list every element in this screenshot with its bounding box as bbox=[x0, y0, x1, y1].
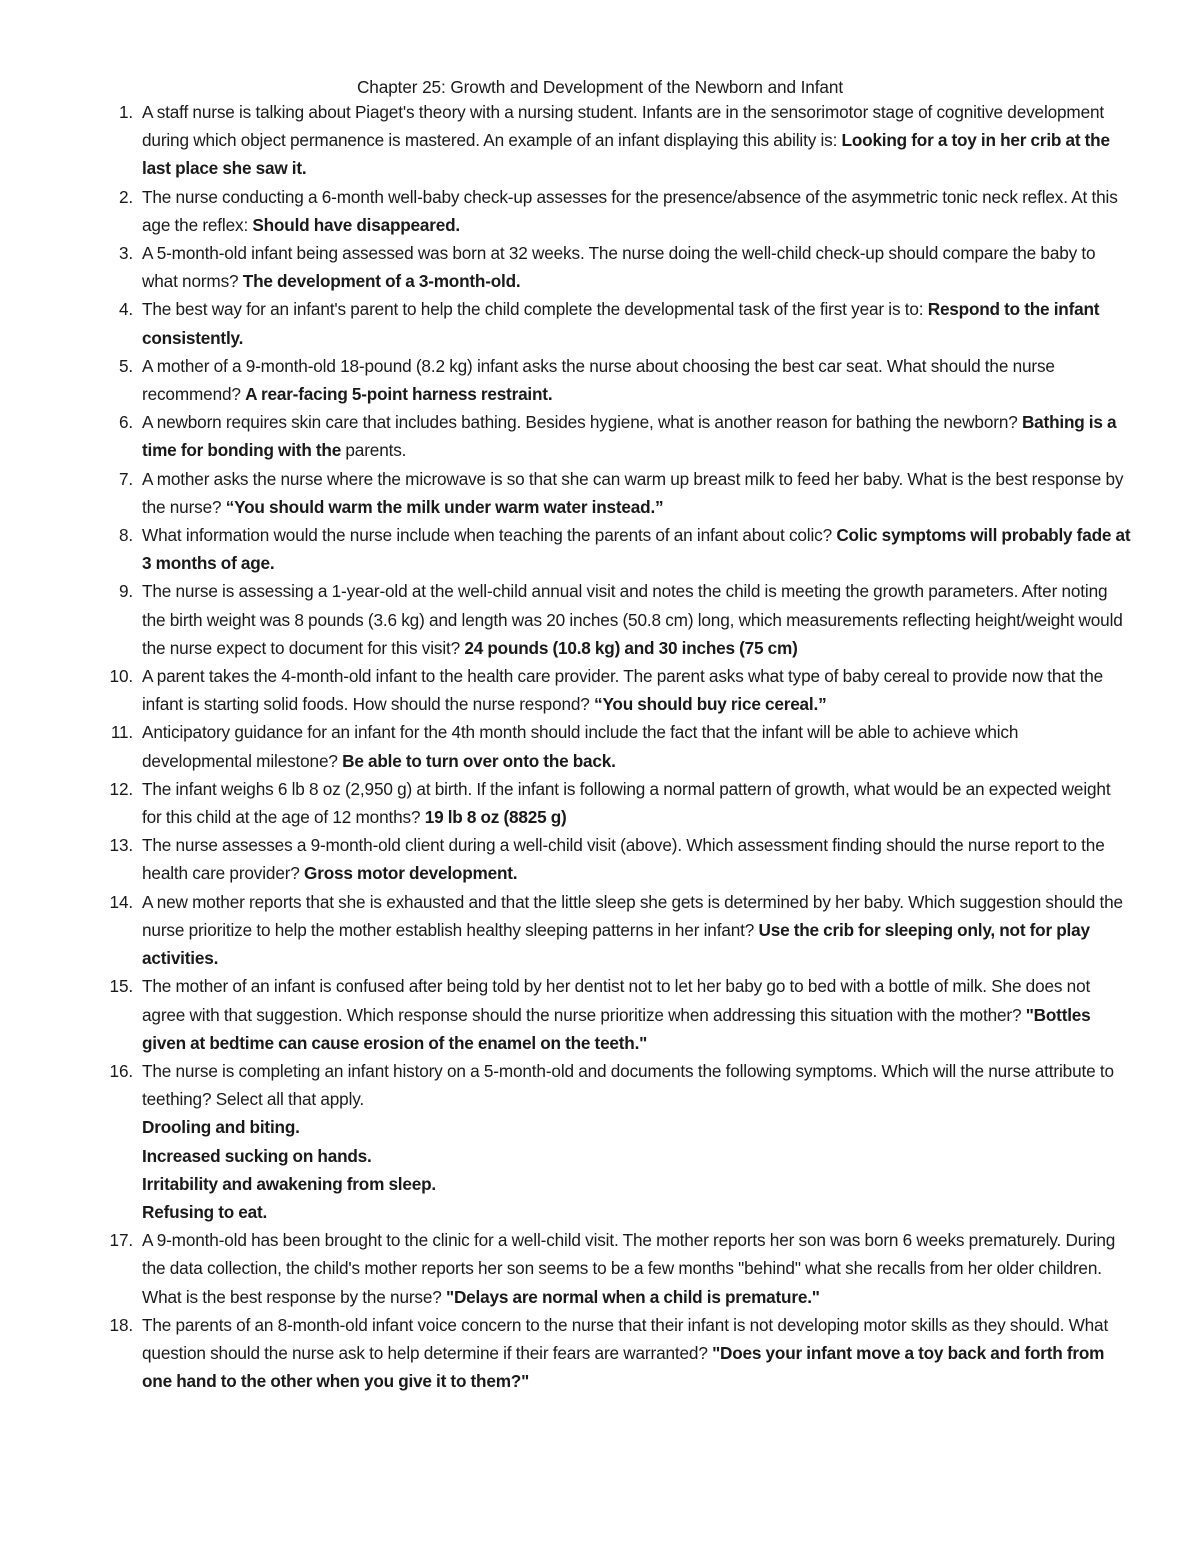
question-text: A new mother reports that she is exhausted and that the little sleep she gets is determined by her baby. Which suggestion should the nurse prioritize to help the mother establish healthy sleeping patterns in her infant? bbox=[142, 891, 1123, 940]
question-item bbox=[118, 521, 1132, 577]
chapter-title: Chapter 25: Growth and Development of the Newborn and Infant bbox=[356, 77, 844, 97]
question-item bbox=[118, 577, 1132, 662]
question-text: The parents of an 8-month-old infant voice concern to the nurse that their infant is not developing motor skills as they should. What question should the nurse ask to help determine if their fears are warranted? bbox=[142, 1314, 1109, 1363]
question-text: The nurse conducting a 6-month well-baby check-up assesses for the presence/absence of the asymmetric tonic neck reflex. At this age the reflex: bbox=[142, 186, 1118, 235]
question-number: 1. bbox=[118, 102, 133, 122]
answer-text: Colic symptoms will probably fade at 3 months of age. bbox=[142, 525, 1131, 574]
question-item bbox=[109, 972, 1132, 1057]
question-number: 14. bbox=[109, 891, 133, 912]
question-text: The nurse assesses a 9-month-old client during a well-child visit (above). Which assessment finding should the nurse report to the health care provider? bbox=[142, 835, 1105, 884]
question-item bbox=[118, 408, 1132, 464]
question-text: Anticipatory guidance for an infant for the 4th month should include the fact that the infant will be able to achieve which developmental milestone? bbox=[142, 722, 1019, 771]
question-item bbox=[109, 1311, 1132, 1396]
question-number: 10. bbox=[109, 666, 133, 687]
question-item bbox=[109, 831, 1132, 887]
question-number: 2. bbox=[118, 186, 133, 207]
question-item bbox=[109, 1057, 1132, 1226]
answer-option: Refusing to eat. bbox=[142, 1201, 268, 1222]
question-item bbox=[118, 465, 1132, 521]
answer-text: 19 lb 8 oz (8825 g) bbox=[424, 807, 567, 828]
question-number: 13. bbox=[109, 835, 133, 856]
question-number: 9. bbox=[118, 581, 133, 602]
question-number: 17. bbox=[109, 1230, 133, 1251]
question-item bbox=[110, 718, 1132, 774]
question-number: 5. bbox=[118, 355, 133, 376]
answer-text: "Delays are normal when a child is premature." bbox=[446, 1286, 820, 1307]
question-text: The nurse is assessing a 1-year-old at the well-child annual visit and notes the child is meeting the growth parameters. After noting the birth weight was 8 pounds (3.6 kg) and length was 20 inches (50.8 cm) long, which measurements reflecting height/weight would the nurse expect to document for this visit? bbox=[142, 581, 1123, 658]
question-item bbox=[118, 98, 1132, 183]
question-item bbox=[109, 775, 1132, 831]
answer-text: 24 pounds (10.8 kg) and 30 inches (75 cm) bbox=[464, 637, 798, 658]
question-number: 12. bbox=[109, 778, 133, 799]
question-text: A 9-month-old has been brought to the clinic for a well-child visit. The mother reports her son was born 6 weeks prematurely. During the data collection, the child's mother reports her son seems to be a few months "behind" what she recalls from her older children. What is the best response by the nurse? bbox=[142, 1230, 1116, 1307]
question-text: The infant weighs 6 lb 8 oz (2,950 g) at birth. If the infant is following a normal pattern of growth, what would be an expected weight for this child at the age of 12 months? bbox=[142, 778, 1111, 828]
question-text: The mother of an infant is confused after being told by her dentist not to let her baby go to bed with a bottle of milk. She does not agree with that suggestion. Which response should the nurse prioritize when addressing this situation with the mother? bbox=[142, 976, 1091, 1025]
answer-text: "Bottles given at bedtime can cause erosion of the enamel on the teeth." bbox=[142, 1004, 1091, 1053]
question-item bbox=[109, 1226, 1132, 1311]
question-text: What information would the nurse include when teaching the parents of an infant about colic? bbox=[142, 525, 837, 546]
answer-tail: parents. bbox=[341, 440, 407, 461]
answer-text: Use the crib for sleeping only, not for play activities. bbox=[142, 919, 1090, 969]
answer-option: Drooling and biting. bbox=[142, 1117, 300, 1138]
answer-text: Be able to turn over onto the back. bbox=[342, 750, 616, 771]
question-item bbox=[118, 295, 1132, 351]
answer-option: Irritability and awakening from sleep. bbox=[142, 1173, 436, 1194]
answer-option: Increased sucking on hands. bbox=[142, 1145, 372, 1166]
question-item bbox=[118, 352, 1132, 408]
question-text: A 5-month-old infant being assessed was born at 32 weeks. The nurse doing the well-child check-up should compare the baby to what norms? bbox=[142, 243, 1096, 292]
question-number: 7. bbox=[118, 468, 133, 489]
answer-text: “You should warm the milk under warm water instead.” bbox=[225, 496, 664, 517]
answer-text: Respond to the infant consistently. bbox=[142, 299, 1100, 348]
question-number: 3. bbox=[118, 243, 133, 264]
question-list bbox=[109, 98, 1132, 1395]
question-number: 11. bbox=[110, 722, 133, 743]
answer-text: Bathing is a time for bonding with the bbox=[142, 412, 1117, 461]
answer-text: Gross motor development. bbox=[304, 863, 518, 884]
question-number: 18. bbox=[109, 1314, 133, 1335]
question-text: A staff nurse is talking about Piaget's theory with a nursing student. Infants are in the sensorimotor stage of cognitive development during which object permanence is mastered. An example of an infant displaying this ability is: bbox=[142, 102, 1105, 151]
question-item bbox=[118, 183, 1132, 239]
answer-text: Looking for a toy in her crib at the last place she saw it. bbox=[142, 130, 1110, 179]
question-number: 8. bbox=[118, 525, 133, 546]
question-number: 15. bbox=[109, 976, 133, 997]
question-item bbox=[109, 888, 1132, 973]
answer-text: The development of a 3-month-old. bbox=[242, 271, 521, 292]
question-item bbox=[109, 662, 1132, 718]
question-text: A parent takes the 4-month-old infant to the health care provider. The parent asks what type of baby cereal to provide now that the infant is starting solid foods. How should the nurse respond? bbox=[142, 666, 1104, 715]
question-text: A mother asks the nurse where the microwave is so that she can warm up breast milk to feed her baby. What is the best response by the nurse? bbox=[142, 468, 1124, 517]
answer-text: “You should buy rice cereal.” bbox=[594, 694, 827, 715]
answer-text: A rear-facing 5-point harness restraint. bbox=[245, 384, 553, 405]
question-text: The nurse is completing an infant history on a 5-month-old and documents the following symptoms. Which will the nurse attribute to teething? Select all that apply. bbox=[142, 1060, 1114, 1110]
question-text: A newborn requires skin care that includes bathing. Besides hygiene, what is another reason for bathing the newborn? bbox=[142, 412, 1022, 433]
question-text: A mother of a 9-month-old 18-pound (8.2 kg) infant asks the nurse about choosing the best car seat. What should the nurse recommend? bbox=[142, 355, 1055, 405]
question-text: The best way for an infant's parent to help the child complete the developmental task of the first year is to: bbox=[142, 299, 928, 320]
question-number: 16. bbox=[109, 1060, 133, 1081]
answer-text: Should have disappeared. bbox=[252, 214, 460, 235]
question-number: 4. bbox=[118, 299, 133, 320]
question-number: 6. bbox=[118, 412, 133, 433]
question-item bbox=[118, 239, 1132, 295]
answer-text: "Does your infant move a toy back and forth from one hand to the other when you give it to them?" bbox=[142, 1342, 1105, 1392]
